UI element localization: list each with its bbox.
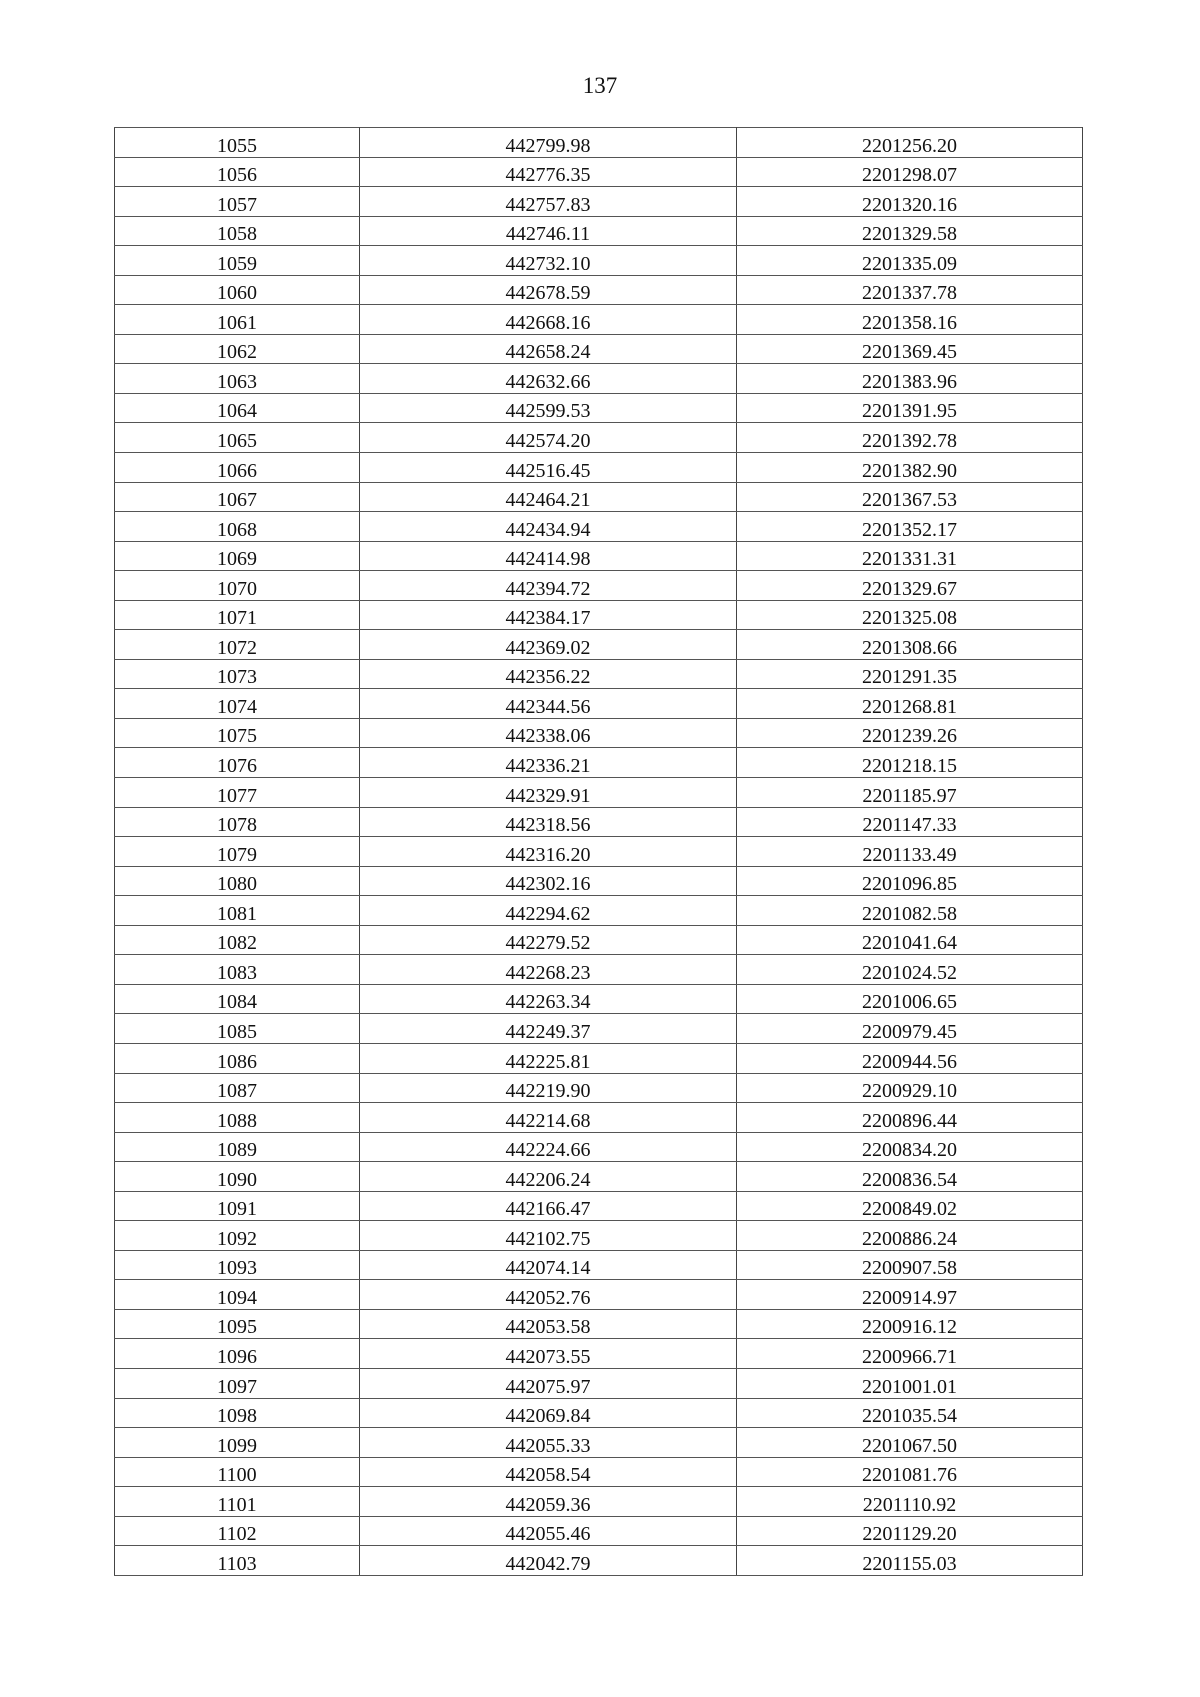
y-coordinate-cell: 2201035.54: [737, 1398, 1083, 1428]
y-coordinate-cell: 2201358.16: [737, 305, 1083, 335]
point-number-cell: 1091: [115, 1191, 360, 1221]
x-coordinate-cell: 442302.16: [360, 866, 737, 896]
table-row: [115, 1487, 1083, 1517]
y-coordinate-cell: 2200896.44: [737, 1103, 1083, 1133]
y-coordinate-cell: 2201331.31: [737, 541, 1083, 571]
y-coordinate-cell: 2201337.78: [737, 275, 1083, 305]
x-coordinate-cell: 442224.66: [360, 1132, 737, 1162]
table-row: [115, 955, 1083, 985]
point-number-cell: 1063: [115, 364, 360, 394]
table-row: [115, 246, 1083, 276]
y-coordinate-cell: 2200849.02: [737, 1191, 1083, 1221]
x-coordinate-cell: 442279.52: [360, 925, 737, 955]
point-number-cell: 1084: [115, 984, 360, 1014]
y-coordinate-cell: 2201155.03: [737, 1546, 1083, 1576]
x-coordinate-cell: 442053.58: [360, 1309, 737, 1339]
table-row: [115, 807, 1083, 837]
x-coordinate-cell: 442206.24: [360, 1162, 737, 1192]
table-row: [115, 1103, 1083, 1133]
x-coordinate-cell: 442294.62: [360, 896, 737, 926]
x-coordinate-cell: 442166.47: [360, 1191, 737, 1221]
point-number-cell: 1072: [115, 630, 360, 660]
x-coordinate-cell: 442249.37: [360, 1014, 737, 1044]
x-coordinate-cell: 442318.56: [360, 807, 737, 837]
coordinates-table: [114, 127, 1083, 1576]
y-coordinate-cell: 2200834.20: [737, 1132, 1083, 1162]
point-number-cell: 1087: [115, 1073, 360, 1103]
x-coordinate-cell: 442225.81: [360, 1043, 737, 1073]
x-coordinate-cell: 442074.14: [360, 1250, 737, 1280]
x-coordinate-cell: 442316.20: [360, 837, 737, 867]
y-coordinate-cell: 2201185.97: [737, 778, 1083, 808]
y-coordinate-cell: 2201081.76: [737, 1457, 1083, 1487]
y-coordinate-cell: 2200966.71: [737, 1339, 1083, 1369]
table-row: [115, 571, 1083, 601]
x-coordinate-cell: 442073.55: [360, 1339, 737, 1369]
x-coordinate-cell: 442069.84: [360, 1398, 737, 1428]
point-number-cell: 1078: [115, 807, 360, 837]
table-row: [115, 748, 1083, 778]
point-number-cell: 1070: [115, 571, 360, 601]
table-row: [115, 1339, 1083, 1369]
point-number-cell: 1097: [115, 1368, 360, 1398]
table-row: [115, 1398, 1083, 1428]
table-row: [115, 482, 1083, 512]
y-coordinate-cell: 2201391.95: [737, 393, 1083, 423]
table-row: [115, 1368, 1083, 1398]
table-row: [115, 896, 1083, 926]
point-number-cell: 1060: [115, 275, 360, 305]
x-coordinate-cell: 442678.59: [360, 275, 737, 305]
point-number-cell: 1082: [115, 925, 360, 955]
y-coordinate-cell: 2201383.96: [737, 364, 1083, 394]
x-coordinate-cell: 442384.17: [360, 600, 737, 630]
point-number-cell: 1073: [115, 659, 360, 689]
y-coordinate-cell: 2200944.56: [737, 1043, 1083, 1073]
y-coordinate-cell: 2201392.78: [737, 423, 1083, 453]
table-row: [115, 157, 1083, 187]
y-coordinate-cell: 2201001.01: [737, 1368, 1083, 1398]
table-row: [115, 128, 1083, 158]
point-number-cell: 1069: [115, 541, 360, 571]
x-coordinate-cell: 442414.98: [360, 541, 737, 571]
x-coordinate-cell: 442757.83: [360, 187, 737, 217]
y-coordinate-cell: 2200929.10: [737, 1073, 1083, 1103]
point-number-cell: 1074: [115, 689, 360, 719]
point-number-cell: 1059: [115, 246, 360, 276]
page-number: 137: [582, 73, 618, 98]
point-number-cell: 1062: [115, 334, 360, 364]
y-coordinate-cell: 2201329.58: [737, 216, 1083, 246]
x-coordinate-cell: 442042.79: [360, 1546, 737, 1576]
point-number-cell: 1066: [115, 453, 360, 483]
y-coordinate-cell: 2201067.50: [737, 1428, 1083, 1458]
x-coordinate-cell: 442214.68: [360, 1103, 737, 1133]
table-row: [115, 187, 1083, 217]
table-row: [115, 600, 1083, 630]
point-number-cell: 1064: [115, 393, 360, 423]
table-row: [115, 1309, 1083, 1339]
point-number-cell: 1089: [115, 1132, 360, 1162]
y-coordinate-cell: 2201041.64: [737, 925, 1083, 955]
table-row: [115, 689, 1083, 719]
table-row: [115, 1162, 1083, 1192]
y-coordinate-cell: 2200907.58: [737, 1250, 1083, 1280]
x-coordinate-cell: 442055.33: [360, 1428, 737, 1458]
x-coordinate-cell: 442268.23: [360, 955, 737, 985]
x-coordinate-cell: 442516.45: [360, 453, 737, 483]
x-coordinate-cell: 442075.97: [360, 1368, 737, 1398]
table-row: [115, 1014, 1083, 1044]
table-row: [115, 866, 1083, 896]
table-row: [115, 718, 1083, 748]
table-row: [115, 216, 1083, 246]
point-number-cell: 1099: [115, 1428, 360, 1458]
x-coordinate-cell: 442369.02: [360, 630, 737, 660]
y-coordinate-cell: 2201096.85: [737, 866, 1083, 896]
x-coordinate-cell: 442059.36: [360, 1487, 737, 1517]
y-coordinate-cell: 2201147.33: [737, 807, 1083, 837]
x-coordinate-cell: 442058.54: [360, 1457, 737, 1487]
table-row: [115, 837, 1083, 867]
x-coordinate-cell: 442263.34: [360, 984, 737, 1014]
point-number-cell: 1088: [115, 1103, 360, 1133]
x-coordinate-cell: 442776.35: [360, 157, 737, 187]
point-number-cell: 1101: [115, 1487, 360, 1517]
table-row: [115, 305, 1083, 335]
y-coordinate-cell: 2201352.17: [737, 512, 1083, 542]
point-number-cell: 1077: [115, 778, 360, 808]
table-row: [115, 1132, 1083, 1162]
table-row: [115, 1221, 1083, 1251]
table-row: [115, 925, 1083, 955]
point-number-cell: 1079: [115, 837, 360, 867]
table-row: [115, 1428, 1083, 1458]
point-number-cell: 1093: [115, 1250, 360, 1280]
point-number-cell: 1085: [115, 1014, 360, 1044]
x-coordinate-cell: 442055.46: [360, 1516, 737, 1546]
point-number-cell: 1095: [115, 1309, 360, 1339]
point-number-cell: 1057: [115, 187, 360, 217]
x-coordinate-cell: 442356.22: [360, 659, 737, 689]
point-number-cell: 1075: [115, 718, 360, 748]
y-coordinate-cell: 2200914.97: [737, 1280, 1083, 1310]
point-number-cell: 1056: [115, 157, 360, 187]
y-coordinate-cell: 2200916.12: [737, 1309, 1083, 1339]
table-row: [115, 1073, 1083, 1103]
point-number-cell: 1055: [115, 128, 360, 158]
y-coordinate-cell: 2201024.52: [737, 955, 1083, 985]
y-coordinate-cell: 2200836.54: [737, 1162, 1083, 1192]
table-row: [115, 1043, 1083, 1073]
y-coordinate-cell: 2201325.08: [737, 600, 1083, 630]
point-number-cell: 1100: [115, 1457, 360, 1487]
point-number-cell: 1080: [115, 866, 360, 896]
table-row: [115, 334, 1083, 364]
table-row: [115, 1546, 1083, 1576]
x-coordinate-cell: 442052.76: [360, 1280, 737, 1310]
table-row: [115, 1457, 1083, 1487]
table-row: [115, 541, 1083, 571]
x-coordinate-cell: 442329.91: [360, 778, 737, 808]
point-number-cell: 1094: [115, 1280, 360, 1310]
point-number-cell: 1076: [115, 748, 360, 778]
y-coordinate-cell: 2200886.24: [737, 1221, 1083, 1251]
y-coordinate-cell: 2201335.09: [737, 246, 1083, 276]
x-coordinate-cell: 442732.10: [360, 246, 737, 276]
y-coordinate-cell: 2201367.53: [737, 482, 1083, 512]
coordinates-table-body: [115, 128, 1083, 1576]
point-number-cell: 1092: [115, 1221, 360, 1251]
y-coordinate-cell: 2201382.90: [737, 453, 1083, 483]
point-number-cell: 1071: [115, 600, 360, 630]
point-number-cell: 1068: [115, 512, 360, 542]
x-coordinate-cell: 442658.24: [360, 334, 737, 364]
table-row: [115, 364, 1083, 394]
point-number-cell: 1061: [115, 305, 360, 335]
y-coordinate-cell: 2201006.65: [737, 984, 1083, 1014]
table-row: [115, 453, 1083, 483]
table-row: [115, 1516, 1083, 1546]
table-row: [115, 1280, 1083, 1310]
point-number-cell: 1058: [115, 216, 360, 246]
table-row: [115, 984, 1083, 1014]
x-coordinate-cell: 442394.72: [360, 571, 737, 601]
point-number-cell: 1081: [115, 896, 360, 926]
point-number-cell: 1090: [115, 1162, 360, 1192]
table-row: [115, 1191, 1083, 1221]
x-coordinate-cell: 442668.16: [360, 305, 737, 335]
y-coordinate-cell: 2201291.35: [737, 659, 1083, 689]
table-row: [115, 778, 1083, 808]
point-number-cell: 1083: [115, 955, 360, 985]
table-row: [115, 1250, 1083, 1280]
y-coordinate-cell: 2201308.66: [737, 630, 1083, 660]
x-coordinate-cell: 442102.75: [360, 1221, 737, 1251]
y-coordinate-cell: 2201082.58: [737, 896, 1083, 926]
x-coordinate-cell: 442632.66: [360, 364, 737, 394]
y-coordinate-cell: 2201329.67: [737, 571, 1083, 601]
table-row: [115, 659, 1083, 689]
point-number-cell: 1096: [115, 1339, 360, 1369]
y-coordinate-cell: 2201133.49: [737, 837, 1083, 867]
y-coordinate-cell: 2201298.07: [737, 157, 1083, 187]
x-coordinate-cell: 442219.90: [360, 1073, 737, 1103]
point-number-cell: 1102: [115, 1516, 360, 1546]
table-row: [115, 423, 1083, 453]
y-coordinate-cell: 2201369.45: [737, 334, 1083, 364]
x-coordinate-cell: 442464.21: [360, 482, 737, 512]
x-coordinate-cell: 442599.53: [360, 393, 737, 423]
point-number-cell: 1086: [115, 1043, 360, 1073]
table-row: [115, 393, 1083, 423]
x-coordinate-cell: 442434.94: [360, 512, 737, 542]
y-coordinate-cell: 2201218.15: [737, 748, 1083, 778]
x-coordinate-cell: 442574.20: [360, 423, 737, 453]
point-number-cell: 1067: [115, 482, 360, 512]
y-coordinate-cell: 2201129.20: [737, 1516, 1083, 1546]
y-coordinate-cell: 2201320.16: [737, 187, 1083, 217]
table-row: [115, 275, 1083, 305]
x-coordinate-cell: 442338.06: [360, 718, 737, 748]
point-number-cell: 1098: [115, 1398, 360, 1428]
point-number-cell: 1065: [115, 423, 360, 453]
y-coordinate-cell: 2201239.26: [737, 718, 1083, 748]
x-coordinate-cell: 442336.21: [360, 748, 737, 778]
point-number-cell: 1103: [115, 1546, 360, 1576]
x-coordinate-cell: 442344.56: [360, 689, 737, 719]
y-coordinate-cell: 2201110.92: [737, 1487, 1083, 1517]
y-coordinate-cell: 2201268.81: [737, 689, 1083, 719]
x-coordinate-cell: 442746.11: [360, 216, 737, 246]
table-row: [115, 512, 1083, 542]
table-row: [115, 630, 1083, 660]
x-coordinate-cell: 442799.98: [360, 128, 737, 158]
y-coordinate-cell: 2200979.45: [737, 1014, 1083, 1044]
y-coordinate-cell: 2201256.20: [737, 128, 1083, 158]
